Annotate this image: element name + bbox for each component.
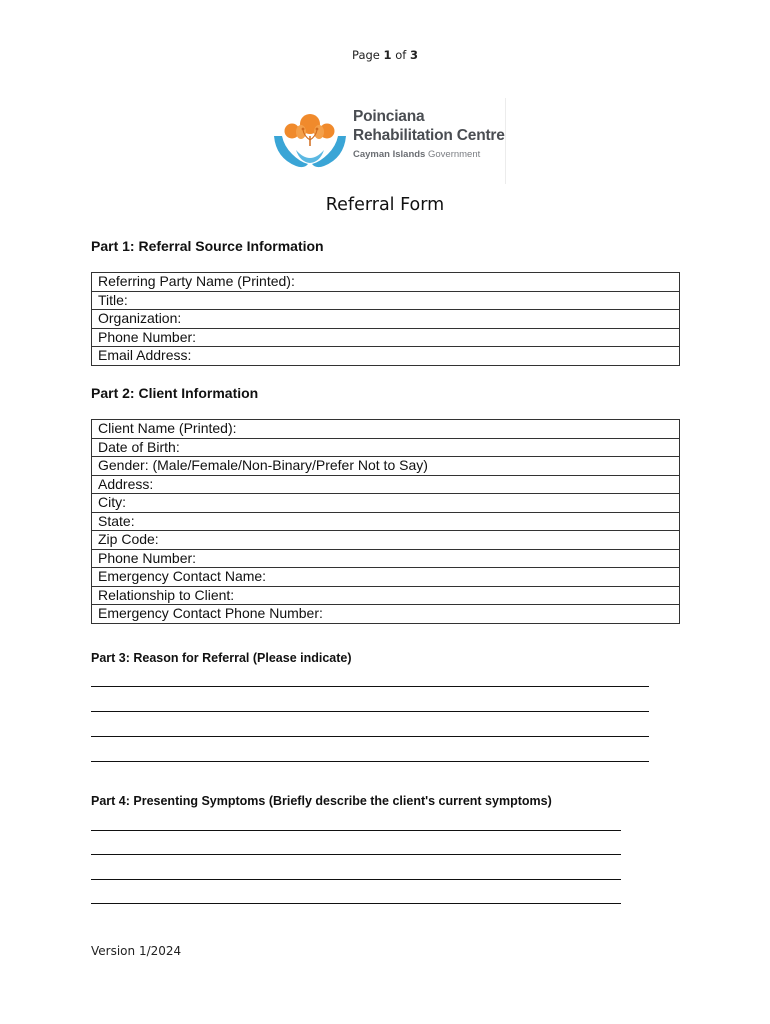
- form-title: Referral Form: [325, 195, 445, 215]
- organization-logo: [270, 98, 510, 184]
- symptoms-line-1[interactable]: [91, 830, 621, 831]
- field-gender[interactable]: Gender: (Male/Female/Non-Binary/Prefer Not to Say): [92, 457, 680, 476]
- symptoms-line-4[interactable]: [91, 903, 621, 904]
- page-label: Page: [352, 48, 380, 62]
- field-address[interactable]: Address:: [92, 475, 680, 494]
- field-phone-number[interactable]: Phone Number:: [92, 328, 680, 347]
- page-of: of: [395, 48, 407, 62]
- field-relationship-to-client[interactable]: Relationship to Client:: [92, 586, 680, 605]
- referral-source-table: [91, 272, 680, 366]
- field-title[interactable]: Title:: [92, 291, 680, 310]
- org-name-line1: Poinciana: [353, 108, 425, 125]
- field-zip-code[interactable]: Zip Code:: [92, 531, 680, 550]
- reason-line-2[interactable]: [91, 711, 649, 712]
- logo-divider: [505, 98, 506, 184]
- client-info-table: [91, 419, 680, 624]
- page-current: 1: [383, 48, 392, 62]
- symptoms-line-2[interactable]: [91, 854, 621, 855]
- field-client-name[interactable]: Client Name (Printed):: [92, 420, 680, 439]
- org-subtitle: [353, 149, 480, 160]
- page-number: [0, 48, 770, 62]
- field-emergency-contact-phone[interactable]: Emergency Contact Phone Number:: [92, 605, 680, 624]
- symptoms-line-3[interactable]: [91, 879, 621, 880]
- reason-line-1[interactable]: [91, 686, 649, 687]
- part4-heading: Part 4: Presenting Symptoms (Briefly describe the client's current symptoms): [91, 794, 552, 808]
- org-subtitle-rest: Government: [427, 149, 481, 160]
- org-name-line2: Rehabilitation Centre: [353, 127, 505, 144]
- flower-hands-icon: [270, 106, 350, 176]
- field-client-phone-number[interactable]: Phone Number:: [92, 549, 680, 568]
- field-organization[interactable]: Organization:: [92, 310, 680, 329]
- field-emergency-contact-name[interactable]: Emergency Contact Name:: [92, 568, 680, 587]
- field-email-address[interactable]: Email Address:: [92, 347, 680, 366]
- part2-heading: Part 2: Client Information: [91, 385, 259, 401]
- field-state[interactable]: State:: [92, 512, 680, 531]
- page-total: 3: [409, 48, 418, 62]
- field-referring-party-name[interactable]: Referring Party Name (Printed):: [92, 273, 680, 292]
- part1-heading: Part 1: Referral Source Information: [91, 238, 324, 254]
- field-city[interactable]: City:: [92, 494, 680, 513]
- field-date-of-birth[interactable]: Date of Birth:: [92, 438, 680, 457]
- reason-line-3[interactable]: [91, 736, 649, 737]
- org-subtitle-bold: Cayman Islands: [353, 149, 426, 160]
- reason-line-4[interactable]: [91, 761, 649, 762]
- version-label: Version 1/2024: [91, 944, 182, 958]
- part3-heading: Part 3: Reason for Referral (Please indicate): [91, 651, 352, 665]
